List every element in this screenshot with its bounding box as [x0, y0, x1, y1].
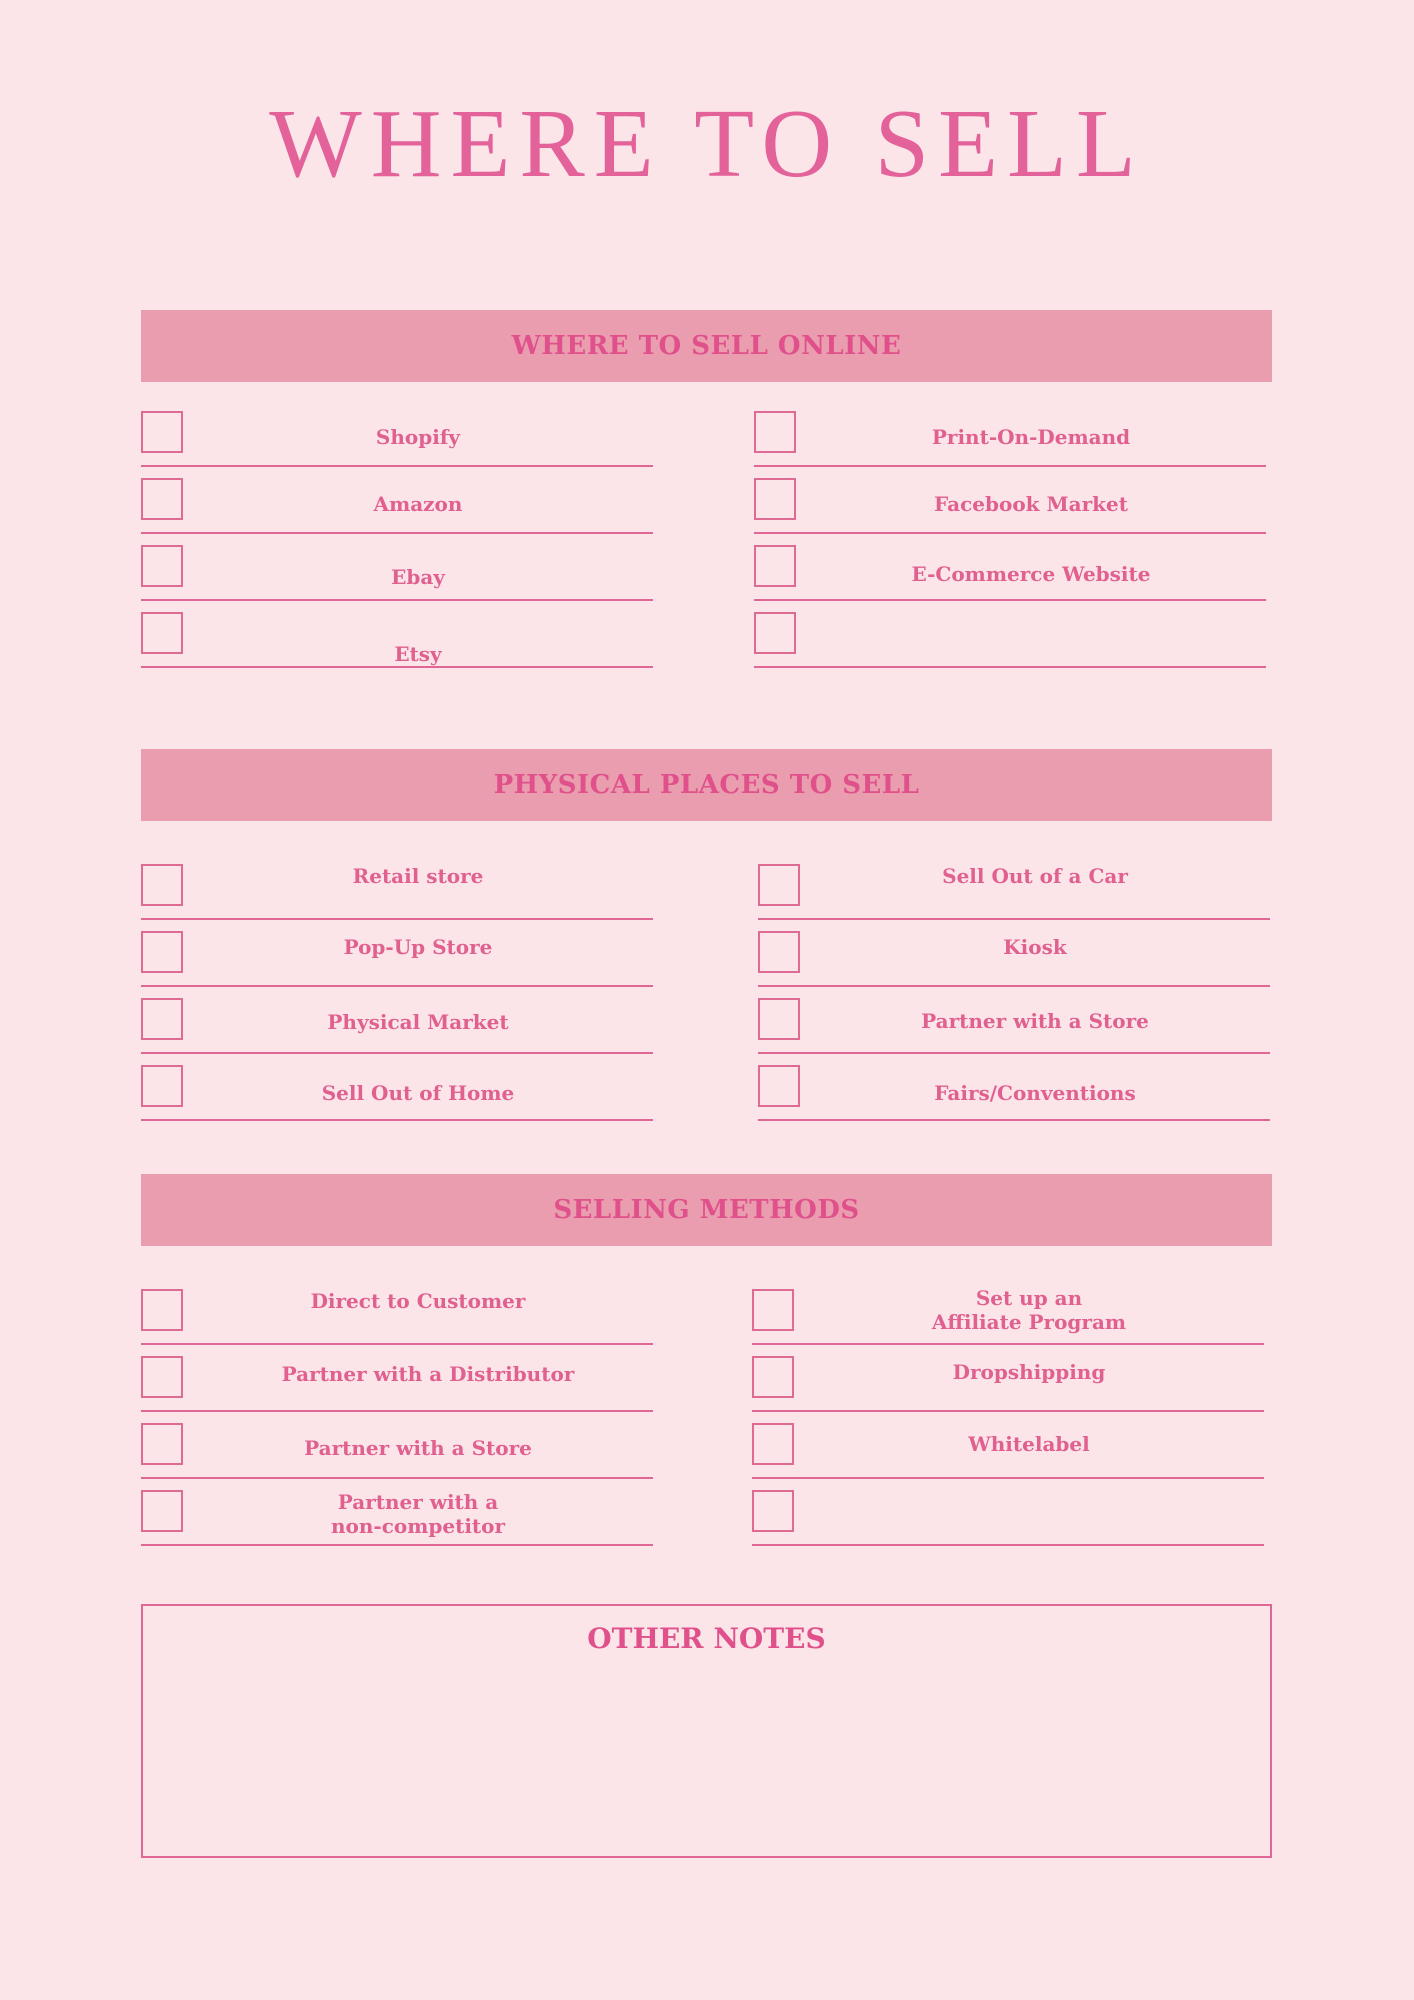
checklist-row	[141, 931, 653, 998]
option-label: Partner with a non-competitor	[330, 1490, 506, 1538]
checkbox[interactable]	[141, 1289, 183, 1331]
checkbox[interactable]	[752, 1423, 794, 1465]
underline	[752, 1343, 1264, 1345]
option-label: Etsy	[394, 642, 442, 666]
option-label: Dropshipping	[952, 1360, 1106, 1384]
underline	[141, 1477, 653, 1479]
checklist-row	[141, 1490, 653, 1557]
other-notes-box[interactable]	[141, 1604, 1272, 1858]
checklist-row	[758, 1065, 1270, 1132]
option-label: Fairs/Conventions	[934, 1081, 1136, 1105]
checklist-row	[752, 1490, 1264, 1557]
checkbox[interactable]	[758, 998, 800, 1040]
checkbox[interactable]	[758, 864, 800, 906]
option-label: Sell Out of Home	[321, 1081, 515, 1105]
checkbox[interactable]	[141, 1490, 183, 1532]
underline	[752, 1544, 1264, 1546]
checklist-row	[141, 1289, 653, 1356]
option-label: Direct to Customer	[310, 1289, 526, 1313]
underline	[141, 985, 653, 987]
checklist-row	[752, 1423, 1264, 1490]
checklist-row	[752, 1356, 1264, 1423]
checkbox[interactable]	[752, 1356, 794, 1398]
option-label: Kiosk	[1003, 935, 1067, 959]
section-header-methods: SELLING METHODS	[141, 1174, 1272, 1246]
underline	[141, 1119, 653, 1121]
checklist-row	[141, 411, 653, 478]
checklist-row	[141, 545, 653, 612]
checkbox[interactable]	[141, 612, 183, 654]
checkbox[interactable]	[141, 998, 183, 1040]
checklist-row	[754, 612, 1266, 679]
underline	[141, 532, 653, 534]
underline	[141, 1052, 653, 1054]
checkbox[interactable]	[141, 411, 183, 453]
checklist-row	[758, 864, 1270, 931]
underline	[758, 1052, 1270, 1054]
underline	[141, 465, 653, 467]
section-header-physical: PHYSICAL PLACES TO SELL	[141, 749, 1272, 821]
physical-left-column	[141, 864, 653, 1132]
checkbox[interactable]	[141, 1356, 183, 1398]
checkbox[interactable]	[141, 864, 183, 906]
checklist-row	[141, 1356, 653, 1423]
checkbox[interactable]	[752, 1289, 794, 1331]
checkbox[interactable]	[141, 931, 183, 973]
checklist-row	[141, 478, 653, 545]
checkbox[interactable]	[758, 1065, 800, 1107]
page-title: WHERE TO SELL	[269, 90, 1145, 198]
checkbox[interactable]	[754, 545, 796, 587]
underline	[758, 1119, 1270, 1121]
checkbox[interactable]	[141, 545, 183, 587]
option-label: Shopify	[375, 425, 461, 449]
checklist-row	[141, 1065, 653, 1132]
option-label: Set up an Affiliate Program	[931, 1286, 1127, 1334]
underline	[758, 985, 1270, 987]
checklist-row	[752, 1286, 1264, 1356]
checklist-row	[141, 998, 653, 1065]
checkbox[interactable]	[754, 478, 796, 520]
checklist-row	[141, 864, 653, 931]
checklist-row	[754, 478, 1266, 545]
checkbox[interactable]	[754, 411, 796, 453]
online-right-column	[754, 411, 1266, 679]
checklist-row	[754, 411, 1266, 478]
checklist-row	[141, 1423, 653, 1490]
checklist-row	[754, 545, 1266, 612]
underline	[141, 599, 653, 601]
option-label: Ebay	[391, 565, 445, 589]
underline	[754, 666, 1266, 668]
underline	[141, 918, 653, 920]
underline	[752, 1477, 1264, 1479]
option-label: Facebook Market	[934, 492, 1128, 516]
underline	[141, 1343, 653, 1345]
section-header-online: WHERE TO SELL ONLINE	[141, 310, 1272, 382]
underline	[141, 1544, 653, 1546]
underline	[752, 1410, 1264, 1412]
option-label: Partner with a Store	[921, 1009, 1149, 1033]
option-label: Amazon	[373, 492, 463, 516]
methods-left-column	[141, 1289, 653, 1557]
physical-right-column	[758, 864, 1270, 1132]
checkbox[interactable]	[758, 931, 800, 973]
option-label: Partner with a Store	[304, 1436, 532, 1460]
option-label: Sell Out of a Car	[942, 864, 1128, 888]
checkbox[interactable]	[752, 1490, 794, 1532]
underline	[141, 1410, 653, 1412]
checklist-row	[758, 998, 1270, 1065]
underline	[758, 918, 1270, 920]
checklist-row	[758, 931, 1270, 998]
other-notes-title: OTHER NOTES	[587, 1622, 826, 1655]
underline	[141, 666, 653, 668]
option-label: Pop-Up Store	[343, 935, 493, 959]
checklist-row	[141, 612, 653, 679]
checkbox[interactable]	[141, 1423, 183, 1465]
online-left-column	[141, 411, 653, 679]
option-label: Whitelabel	[968, 1432, 1090, 1456]
option-label: Partner with a Distributor	[281, 1362, 575, 1386]
methods-right-column	[752, 1286, 1264, 1557]
option-label: Physical Market	[327, 1010, 509, 1034]
underline	[754, 599, 1266, 601]
underline	[754, 465, 1266, 467]
option-label: Retail store	[352, 864, 484, 888]
option-label: Print-On-Demand	[931, 425, 1131, 449]
underline	[754, 532, 1266, 534]
checkbox[interactable]	[141, 1065, 183, 1107]
checkbox[interactable]	[141, 478, 183, 520]
checkbox[interactable]	[754, 612, 796, 654]
option-label: E-Commerce Website	[911, 562, 1151, 586]
